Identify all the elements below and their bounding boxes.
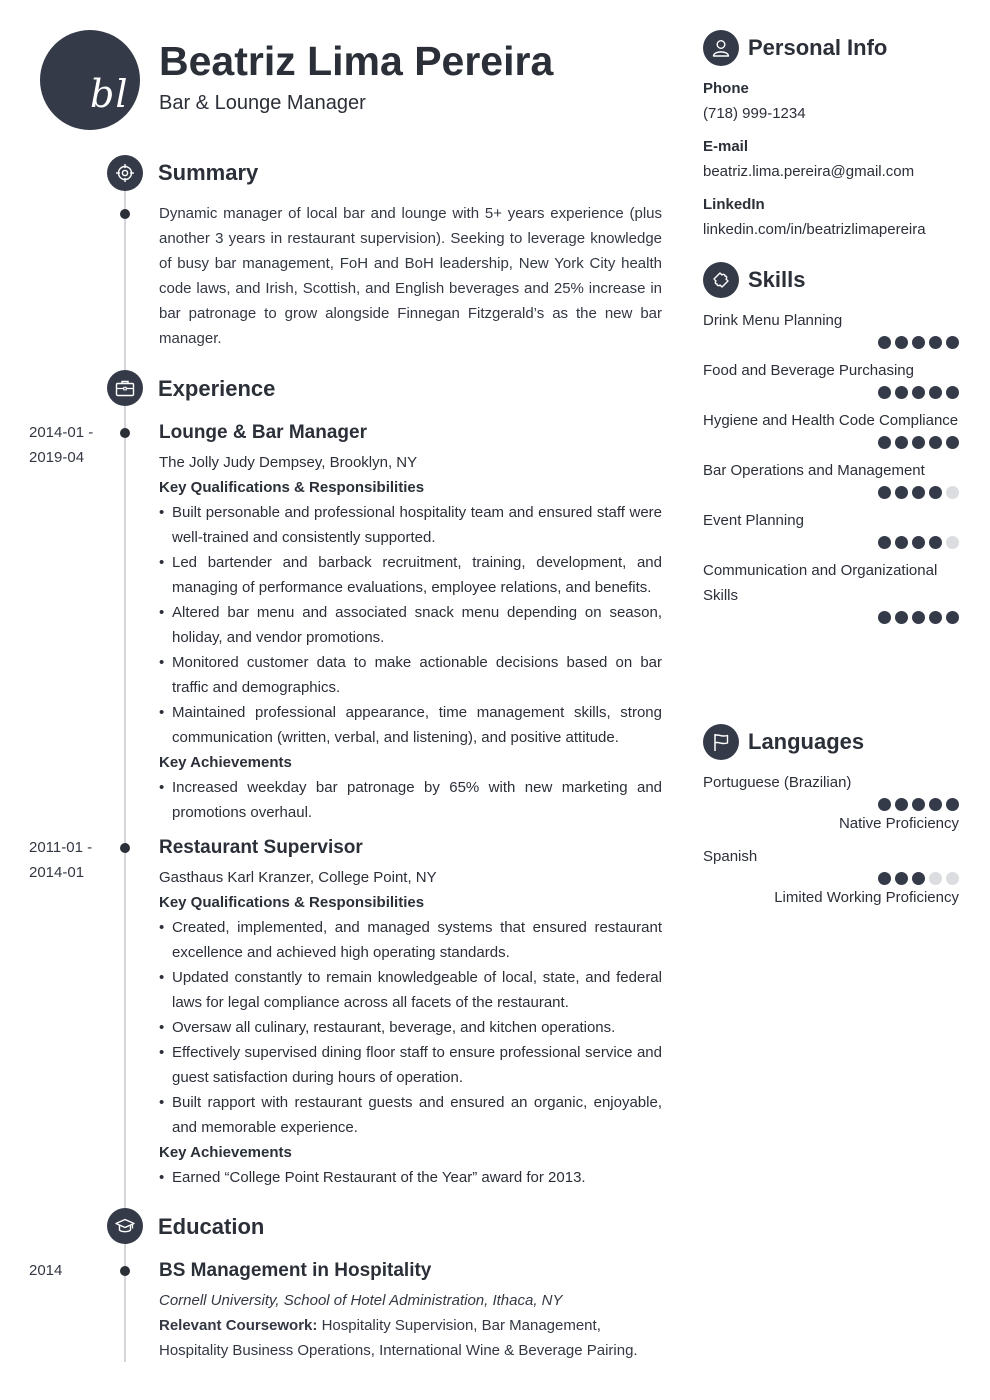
job-entry	[159, 836, 662, 1190]
rating-dot-filled	[895, 336, 908, 349]
skill-item	[703, 408, 959, 449]
rating-dot-filled	[929, 336, 942, 349]
timeline-dot	[120, 1266, 130, 1276]
rating-dot-filled	[946, 436, 959, 449]
rating-dot-empty	[929, 872, 942, 885]
job-date-start: 2011-01 -	[29, 839, 93, 856]
job-date	[29, 420, 109, 470]
rating-dot-filled	[878, 436, 891, 449]
list-item: • Created, implemented, and managed systems that ensured restaurant excellence and achieved high operating standards.	[159, 915, 662, 965]
language-name: Spanish	[703, 848, 758, 865]
rating-dot-filled	[895, 386, 908, 399]
rating-dot-filled	[895, 798, 908, 811]
summary-section-icon	[107, 155, 143, 191]
rating-dot-filled	[878, 386, 891, 399]
rating-dot-filled	[912, 872, 925, 885]
rating-dot-filled	[878, 486, 891, 499]
linkedin-label: LinkedIn	[703, 196, 765, 213]
phone-value: (718) 999-1234	[703, 105, 806, 122]
job-date-end: 2019-04	[29, 449, 85, 466]
skill-rating	[703, 336, 959, 349]
degree-title: BS Management in Hospitality	[159, 1260, 432, 1281]
language-name: Portuguese (Brazilian)	[703, 774, 852, 791]
education-entry	[159, 1259, 662, 1363]
education-section-icon	[107, 1208, 143, 1244]
experience-heading: Experience	[158, 376, 276, 401]
job-company: The Jolly Judy Dempsey, Brooklyn, NY	[159, 454, 418, 471]
rating-dot-filled	[895, 611, 908, 624]
responsibilities-heading: Key Qualifications & Responsibilities	[159, 894, 425, 911]
skill-rating	[703, 611, 959, 624]
job-title: Restaurant Supervisor	[159, 837, 363, 858]
list-item: • Maintained professional appearance, time management skills, strong communication (written, verbal, and listening), and positive attitude.	[159, 700, 662, 750]
rating-dot-filled	[912, 611, 925, 624]
rating-dot-filled	[895, 486, 908, 499]
skill-item	[703, 358, 959, 399]
responsibilities-list	[159, 915, 662, 1140]
list-item: • Built rapport with restaurant guests and ensured an organic, enjoyable, and memorable experience.	[159, 1090, 662, 1140]
rating-dot-filled	[895, 436, 908, 449]
rating-dot-filled	[929, 798, 942, 811]
achievements-heading: Key Achievements	[159, 754, 292, 771]
school-name: Cornell University, School of Hotel Administration, Ithaca, NY	[159, 1292, 563, 1309]
puzzle-icon	[711, 270, 731, 290]
skill-name: Event Planning	[703, 512, 804, 529]
skill-item	[703, 508, 959, 549]
timeline-dot	[120, 209, 130, 219]
job-date	[29, 835, 109, 885]
briefcase-icon	[115, 378, 135, 398]
rating-dot-filled	[929, 386, 942, 399]
user-icon	[711, 38, 731, 58]
language-proficiency: Native Proficiency	[838, 815, 959, 832]
timeline-dot	[120, 428, 130, 438]
education-heading: Education	[158, 1214, 265, 1239]
rating-dot-filled	[878, 336, 891, 349]
rating-dot-empty	[946, 536, 959, 549]
rating-dot-empty	[946, 486, 959, 499]
languages-heading: Languages	[748, 729, 865, 754]
rating-dot-filled	[878, 611, 891, 624]
logo-badge	[40, 30, 140, 130]
skill-rating	[703, 486, 959, 499]
resume-name: Beatriz Lima Pereira	[159, 38, 554, 84]
rating-dot-filled	[929, 486, 942, 499]
skill-rating	[703, 386, 959, 399]
achievements-list	[159, 775, 662, 825]
language-item	[703, 844, 959, 910]
skill-name: Hygiene and Health Code Compliance	[703, 412, 959, 429]
job-entry	[159, 421, 662, 825]
email-value: beatriz.lima.pereira@gmail.com	[703, 163, 915, 180]
languages-section-icon	[703, 724, 739, 760]
job-date-start: 2014-01 -	[29, 424, 94, 441]
skills-list	[703, 308, 959, 633]
rating-dot-filled	[912, 336, 925, 349]
language-item	[703, 770, 959, 836]
rating-dot-filled	[912, 486, 925, 499]
graduation-cap-icon	[115, 1216, 135, 1236]
responsibilities-heading: Key Qualifications & Responsibilities	[159, 479, 425, 496]
language-rating	[703, 872, 959, 885]
resume-job-title: Bar & Lounge Manager	[159, 92, 366, 114]
rating-dot-filled	[912, 436, 925, 449]
summary-text: Dynamic manager of local bar and lounge with 5+ years experience (plus another 3 years in restaurant supervision). Seeking to leverage knowledge of busy bar management, FoH and BoH leadership, New York City health code laws, and Irish, Scottish, and English beverages and 25% increase in bar patronage to grow alongside Finnegan Fitzgerald’s as the new bar manager.	[159, 205, 662, 347]
list-item: • Increased weekday bar patronage by 65% with new marketing and promotions overhaul.	[159, 775, 662, 825]
skill-name: Communication and Organizational Skills	[703, 562, 938, 604]
job-company: Gasthaus Karl Kranzer, College Point, NY	[159, 869, 437, 886]
job-title: Lounge & Bar Manager	[159, 422, 367, 443]
phone-label: Phone	[703, 80, 749, 97]
rating-dot-filled	[946, 798, 959, 811]
rating-dot-filled	[946, 336, 959, 349]
timeline-dot	[120, 843, 130, 853]
list-item: • Effectively supervised dining floor staff to ensure professional service and guest satisfaction during hours of operation.	[159, 1040, 662, 1090]
timeline-line	[124, 185, 126, 1362]
skill-item	[703, 558, 959, 624]
target-icon	[115, 163, 135, 183]
skill-item	[703, 308, 959, 349]
list-item: • Altered bar menu and associated snack menu depending on season, holiday, and vendor promotions.	[159, 600, 662, 650]
rating-dot-filled	[946, 386, 959, 399]
achievements-list	[159, 1165, 662, 1190]
rating-dot-filled	[895, 872, 908, 885]
list-item: • Led bartender and barback recruitment, training, development, and managing of performance evaluations, employee relations, and benefits.	[159, 550, 662, 600]
list-item: • Updated constantly to remain knowledgeable of local, state, and federal laws for legal compliance across all facets of the restaurant.	[159, 965, 662, 1015]
coursework	[159, 1313, 662, 1363]
rating-dot-filled	[878, 798, 891, 811]
education-date: 2014	[29, 1262, 63, 1279]
rating-dot-filled	[912, 536, 925, 549]
coursework-text: Hospitality Supervision, Bar Management, Hospitality Business Operations, International Wine & Beverage Pairing.	[159, 1317, 638, 1359]
email-label: E-mail	[703, 138, 749, 155]
experience-section-icon	[107, 370, 143, 406]
personal-info-block	[703, 76, 959, 250]
skills-section-icon	[703, 262, 739, 298]
list-item: • Monitored customer data to make actionable decisions based on bar traffic and demographics.	[159, 650, 662, 700]
flag-icon	[711, 732, 731, 752]
skills-heading: Skills	[748, 267, 806, 292]
coursework-label: Relevant Coursework:	[159, 1317, 318, 1334]
skill-name: Food and Beverage Purchasing	[703, 362, 914, 379]
skill-name: Bar Operations and Management	[703, 462, 925, 479]
rating-dot-filled	[895, 536, 908, 549]
logo-initials: bl	[90, 72, 129, 116]
rating-dot-filled	[912, 386, 925, 399]
list-item: • Built personable and professional hospitality team and ensured staff were well-trained and consistently supported.	[159, 500, 662, 550]
linkedin-value: linkedin.com/in/beatrizlimapereira	[703, 221, 926, 238]
language-proficiency: Limited Working Proficiency	[774, 889, 959, 906]
rating-dot-filled	[878, 872, 891, 885]
rating-dot-empty	[946, 872, 959, 885]
languages-list	[703, 770, 959, 919]
language-rating	[703, 798, 959, 811]
personal-info-section-icon	[703, 30, 739, 66]
personal-info-heading: Personal Info	[748, 35, 888, 60]
job-date-end: 2014-01	[29, 864, 85, 881]
rating-dot-filled	[912, 798, 925, 811]
summary-heading: Summary	[158, 160, 259, 185]
list-item: • Earned “College Point Restaurant of the Year” award for 2013.	[159, 1165, 662, 1190]
skill-rating	[703, 536, 959, 549]
rating-dot-filled	[929, 436, 942, 449]
skill-rating	[703, 436, 959, 449]
rating-dot-filled	[929, 536, 942, 549]
rating-dot-filled	[946, 611, 959, 624]
responsibilities-list	[159, 500, 662, 750]
rating-dot-filled	[929, 611, 942, 624]
skill-item	[703, 458, 959, 499]
rating-dot-filled	[878, 536, 891, 549]
achievements-heading: Key Achievements	[159, 1144, 292, 1161]
list-item: • Oversaw all culinary, restaurant, beverage, and kitchen operations.	[159, 1015, 662, 1040]
skill-name: Drink Menu Planning	[703, 312, 843, 329]
